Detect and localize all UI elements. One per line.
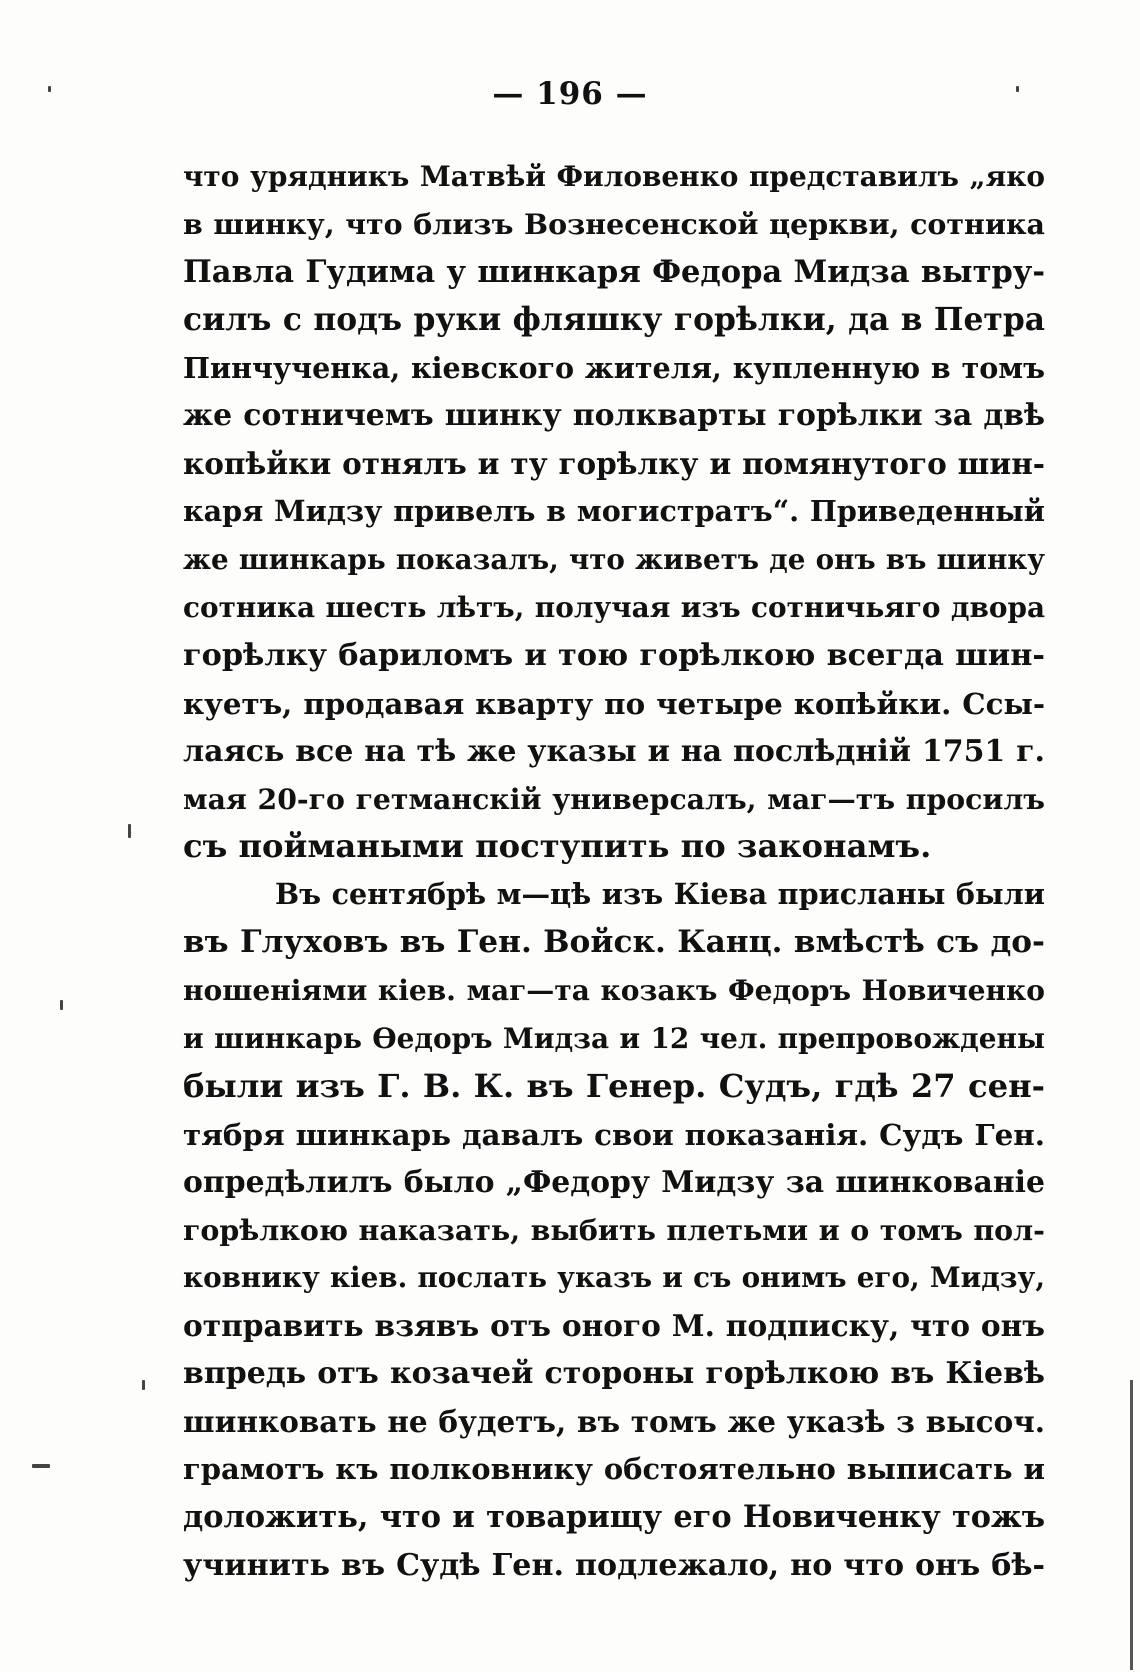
text-line: тября шинкарь давалъ свои показанія. Судъ Ген. <box>183 1116 1045 1152</box>
scan-speck <box>142 1380 145 1390</box>
text-line: горѣлку бариломъ и тою горѣлкою всегда шин- <box>183 637 1045 673</box>
text-line: горѣлкою наказать, выбить плетьми и о томъ пол- <box>183 1212 1045 1247</box>
text-line: съ поймаными поступить по законамъ. <box>183 827 932 866</box>
text-line: Павла Гудима у шинкаря Федора Мидза вытру- <box>183 253 1045 290</box>
paragraph-1 <box>183 153 1045 871</box>
text-line: же шинкарь показалъ, что живетъ де онъ въ шинку <box>183 543 1045 577</box>
text-line: Пинчученка, кіевского жителя, купленную в томъ <box>183 350 1045 385</box>
text-line: и шинкарь Ѳедоръ Мидза и 12 чел. препровождены <box>183 1022 1045 1056</box>
text-line: каря Мидзу привелъ в могистратъ“. Приведенный <box>183 494 1045 529</box>
body-text <box>183 153 1045 1590</box>
scan-speck <box>60 1000 63 1010</box>
paragraph-2 <box>183 871 1045 1589</box>
text-line: что урядникъ Матвѣй Филовенко представилъ „яко <box>183 160 1045 193</box>
text-line: лаясь все на тѣ же указы и на послѣднiй 1751 г. <box>183 733 1045 769</box>
text-line: отправить взявъ отъ оного М. подписку, что онъ <box>183 1308 1045 1344</box>
text-line: впредь отъ козачей стороны горѣлкою въ Кiевѣ <box>183 1356 1045 1392</box>
scan-speck <box>1016 86 1019 92</box>
page-number: — 196 — <box>492 76 648 112</box>
text-line: копѣйки отнялъ и ту горѣлку и помянутого шин- <box>183 446 1045 482</box>
text-line: Въ сентябрѣ м—цѣ изъ Кіева присланы были <box>275 877 1045 912</box>
text-line: учинить въ Судѣ Ген. подлежало, но что онъ бѣ- <box>183 1547 1045 1583</box>
scan-speck <box>48 86 51 92</box>
scan-edge-mark <box>1130 1380 1133 1670</box>
text-line: ковнику кiев. послать указъ и съ онимъ его, Мидзу, <box>183 1261 1045 1295</box>
text-line: опредѣлилъ было „Федору Мидзу за шинкованіе <box>183 1164 1045 1200</box>
text-line: грамотъ къ полковнику обстоятельно выписать и <box>183 1452 1045 1487</box>
scan-speck <box>32 1464 50 1468</box>
text-line: шинковать не будетъ, въ томъ же указѣ з высоч. <box>183 1404 1045 1440</box>
text-line: ношеніями кiев. маг—та козакъ Федоръ Новиченко <box>183 974 1045 1008</box>
text-line: въ Глуховъ въ Ген. Войск. Канц. вмѣстѣ съ до- <box>183 924 1045 961</box>
text-line: были изъ Г. В. К. въ Генер. Судъ, гдѣ 27 сен- <box>183 1066 1045 1105</box>
text-line: же сотничемъ шинку полкварты горѣлки за двѣ <box>183 398 1045 434</box>
text-line: доложить, что и товарищу его Новиченку тожъ <box>183 1498 1045 1535</box>
text-line: мая 20-го гетманскiй универсалъ, маг—тъ просилъ <box>183 781 1045 816</box>
text-line: сотника шесть лѣтъ, получая изъ сотничьяго двора <box>183 591 1045 625</box>
scan-speck <box>128 824 131 838</box>
text-line: силъ с подъ руки фляшку горѣлки, да в Петра <box>183 301 1045 338</box>
text-line: куетъ, продавая кварту по четыре копѣйки. Ссы- <box>183 685 1045 721</box>
text-line: в шинку, что близъ Вознесенской церкви, сотника <box>183 206 1045 241</box>
